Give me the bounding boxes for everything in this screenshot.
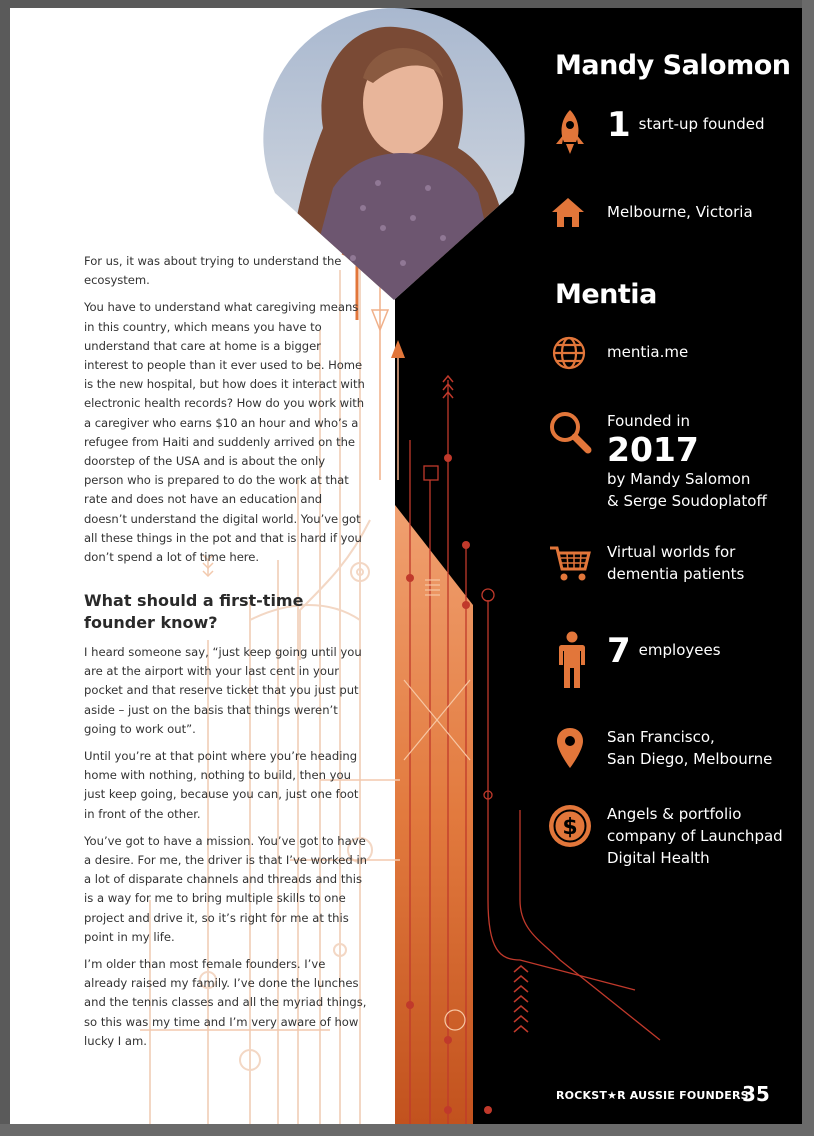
article-paragraph: For us, it was about trying to understand the ecosystem. [84, 254, 342, 288]
employees-count: 7 [607, 630, 631, 671]
rocket-icon [552, 108, 588, 156]
dollar-coin-icon [548, 804, 592, 848]
article-paragraph: You have to understand what caregiving means in this country, which means you have to understand that care at home is a bigger interest to people than it ever used to be. Home is the new hospital, but how does it interact with electronic health records? How do you work with a caregiver who earns $10 an hour and who’s a refugee from Haiti and suddenly arrived on the doorstep of the USA and is about the only person who is prepared to do the work at that rate and does not have an education and doesn’t understand the digital world. You’ve got all these things in the pot and that is hard if you don’t spend a lot of time here. [84, 300, 365, 565]
product-fact [607, 541, 744, 585]
founded-fact [607, 410, 767, 512]
company-name: Mentia [555, 279, 657, 310]
globe-icon [552, 336, 586, 370]
founder-name: Mandy Salomon [555, 50, 791, 81]
article-body [84, 643, 368, 1059]
article-intro [84, 252, 366, 575]
location-fact: Melbourne, Victoria [607, 203, 753, 221]
article-paragraph: I heard someone say, “just keep going until you are at the airport with your last cent in your pocket and that reserve ticket that you just put aside – just on the basis that things weren’t going to work out”. [84, 645, 362, 736]
founders-line: by Mandy Salomon [607, 470, 751, 488]
funding-line: Digital Health [607, 849, 710, 867]
startups-fact [607, 104, 765, 145]
map-pin-icon [556, 727, 584, 769]
magnifier-icon [548, 410, 592, 454]
publication-title: ROCKST★R AUSSIE FOUNDERS [556, 1089, 749, 1102]
founded-label: Founded in [607, 412, 690, 430]
founded-year: 2017 [607, 430, 699, 469]
offices-fact [607, 726, 772, 770]
section-heading: What should a first-time founder know? [84, 591, 304, 632]
article-paragraph: Until you’re at that point where you’re heading home with nothing, nothing to build, then you just keep going, because you can, just one foot in front of the other. [84, 749, 359, 821]
employees-label: employees [638, 641, 721, 659]
product-line: dementia patients [607, 565, 745, 583]
svg-text:$: $ [562, 815, 578, 840]
startups-label: start-up founded [638, 115, 765, 133]
page-number: 35 [742, 1082, 770, 1106]
startups-count: 1 [607, 104, 631, 145]
person-icon [558, 631, 586, 689]
offices-line: San Diego, Melbourne [607, 750, 773, 768]
website-link[interactable]: mentia.me [607, 343, 689, 361]
offices-line: San Francisco, [607, 728, 715, 746]
founders-line: & Serge Soudoplatoff [607, 492, 767, 510]
funding-line: company of Launchpad [607, 827, 783, 845]
funding-fact [607, 803, 783, 869]
article-paragraph: I’m older than most female founders. I’ve already raised my family. I’ve done the lunches and the tennis classes and all the myriad things, so this was my time and I’m very aware of how lucky I am. [84, 957, 367, 1048]
product-line: Virtual worlds for [607, 543, 736, 561]
employees-fact [607, 630, 721, 671]
home-icon [551, 196, 585, 228]
shopping-cart-icon [549, 545, 591, 583]
article-paragraph: You’ve got to have a mission. You’ve got to have a desire. For me, the driver is that I’ve worked in a lot of disparate channels and threads and this is a way for me to bring multiple skills to one project and drive it, so it’s right for me at this point in my life. [84, 833, 368, 944]
funding-line: Angels & portfolio [607, 805, 742, 823]
